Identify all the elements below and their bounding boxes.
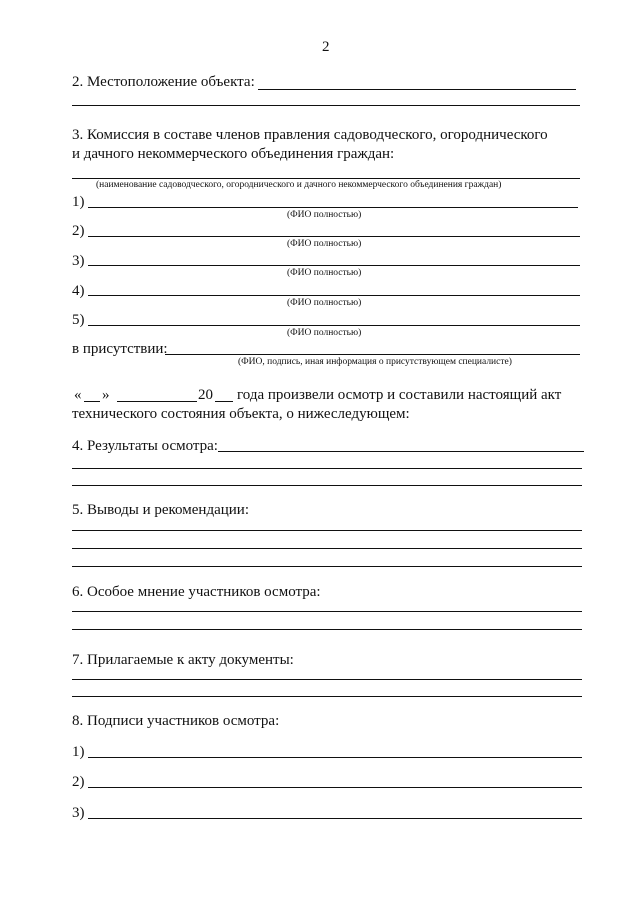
member-3-caption: (ФИО полностью) — [287, 268, 362, 278]
section-5-label: 5. Выводы и рекомендации: — [72, 502, 249, 518]
page-number: 2 — [322, 39, 330, 55]
signature-3-field[interactable] — [88, 818, 582, 819]
section-6-label: 6. Особое мнение участников осмотра: — [72, 584, 321, 600]
statement-line-1: года произвели осмотр и составили настоящий акт — [237, 387, 562, 403]
member-1-caption: (ФИО полностью) — [287, 210, 362, 220]
section-4-label: 4. Результаты осмотра: — [72, 438, 218, 454]
member-5-caption: (ФИО полностью) — [287, 328, 362, 338]
member-3-field[interactable] — [88, 265, 580, 266]
date-year-prefix: 20 — [198, 387, 213, 403]
signature-2-num: 2) — [72, 774, 85, 790]
member-4-num: 4) — [72, 283, 85, 299]
org-name-field[interactable] — [72, 178, 580, 179]
date-quote-close: » — [102, 387, 110, 403]
member-2-num: 2) — [72, 223, 85, 239]
section-3-line-1: 3. Комиссия в составе членов правления садоводческого, огороднического — [72, 127, 548, 143]
member-4-caption: (ФИО полностью) — [287, 298, 362, 308]
section-2-label: 2. Местоположение объекта: — [72, 74, 255, 90]
member-4-field[interactable] — [88, 295, 580, 296]
member-1-field[interactable] — [88, 207, 578, 208]
documents-field-2[interactable] — [72, 696, 582, 697]
date-day-field[interactable] — [84, 401, 100, 402]
member-5-num: 5) — [72, 312, 85, 328]
section-7-label: 7. Прилагаемые к акту документы: — [72, 652, 294, 668]
signature-1-num: 1) — [72, 744, 85, 760]
member-3-num: 3) — [72, 253, 85, 269]
documents-field-1[interactable] — [72, 679, 582, 680]
location-field[interactable] — [258, 89, 576, 90]
location-field-line-2[interactable] — [72, 105, 580, 106]
signature-1-field[interactable] — [88, 757, 582, 758]
presence-caption: (ФИО, подпись, иная информация о присутствующем специалисте) — [238, 357, 512, 367]
signature-2-field[interactable] — [88, 787, 582, 788]
conclusions-field-2[interactable] — [72, 548, 582, 549]
results-field-2[interactable] — [72, 468, 582, 469]
presence-field[interactable] — [165, 354, 580, 355]
opinion-field-2[interactable] — [72, 629, 582, 630]
date-month-field[interactable] — [117, 401, 197, 402]
section-3-line-2: и дачного некоммерческого объединения граждан: — [72, 146, 395, 162]
statement-line-2: технического состояния объекта, о нижеследующем: — [72, 406, 410, 422]
results-field-3[interactable] — [72, 485, 582, 486]
member-2-caption: (ФИО полностью) — [287, 239, 362, 249]
results-field-1[interactable] — [218, 451, 584, 452]
org-name-caption: (наименование садоводческого, огороднического и дачного некоммерческого объединения граждан) — [96, 180, 502, 190]
conclusions-field-3[interactable] — [72, 566, 582, 567]
member-5-field[interactable] — [88, 325, 580, 326]
conclusions-field-1[interactable] — [72, 530, 582, 531]
opinion-field-1[interactable] — [72, 611, 582, 612]
member-1-num: 1) — [72, 194, 85, 210]
signature-3-num: 3) — [72, 805, 85, 821]
date-year-field[interactable] — [215, 401, 233, 402]
section-8-label: 8. Подписи участников осмотра: — [72, 713, 280, 729]
presence-label: в присутствии: — [72, 341, 168, 357]
member-2-field[interactable] — [88, 236, 580, 237]
date-quote-open: « — [74, 387, 82, 403]
